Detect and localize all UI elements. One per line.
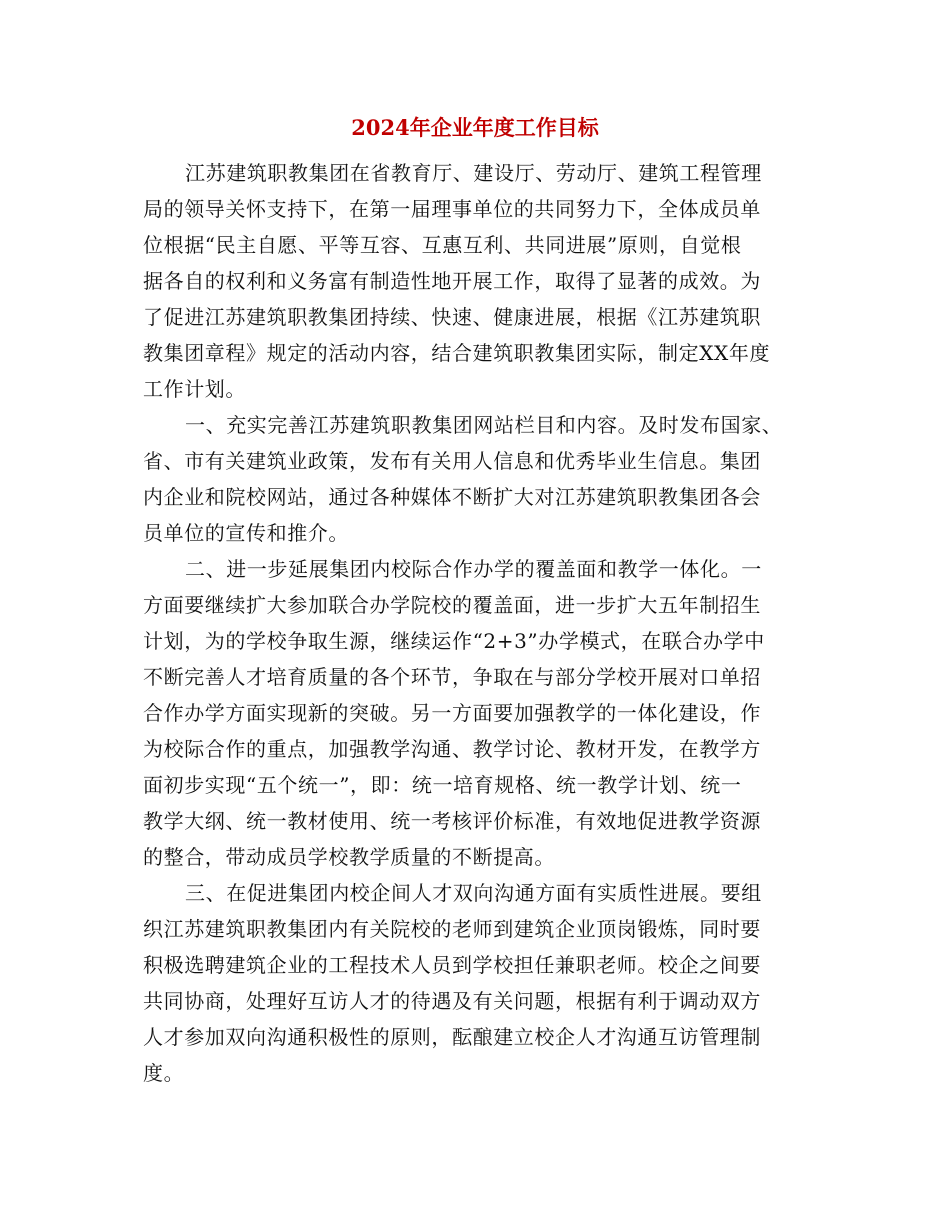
document-title: 2024年企业年度工作目标 bbox=[351, 115, 599, 140]
text-line: 为校际合作的重点，加强教学沟通、教学讨论、教材开发，在教学方 bbox=[143, 737, 761, 761]
text-line: 工作计划。 bbox=[143, 377, 246, 401]
paragraph-section-1 bbox=[143, 407, 803, 551]
text-line: 位根据“民主自愿、平等互容、互惠互利、共同进展”原则，自觉根 bbox=[143, 233, 742, 257]
text-line: 的整合，带动成员学校教学质量的不断提高。 bbox=[143, 845, 555, 869]
text-line: 共同协商，处理好互访人才的待遇及有关问题，根据有利于调动双方 bbox=[143, 989, 761, 1013]
text-line: 度。 bbox=[143, 1061, 185, 1085]
paragraph-section-3 bbox=[143, 875, 803, 1091]
text-line: 了促进江苏建筑职教集团持续、快速、健康进展，根据《江苏建筑职 bbox=[143, 305, 761, 329]
text-line: 二、进一步延展集团内校际合作办学的覆盖面和教学一体化。一 bbox=[185, 557, 762, 581]
text-line: 面初步实现“五个统一”，即：统一培育规格、统一教学计划、统一 bbox=[143, 773, 742, 797]
text-line: 省、市有关建筑业政策，发布有关用人信息和优秀毕业生信息。集团 bbox=[143, 449, 761, 473]
text-line: 方面要继续扩大参加联合办学院校的覆盖面，进一步扩大五年制招生 bbox=[143, 593, 761, 617]
text-line: 织江苏建筑职教集团内有关院校的老师到建筑企业顶岗锻炼，同时要 bbox=[143, 917, 761, 941]
text-line: 江苏建筑职教集团在省教育厅、建设厅、劳动厅、建筑工程管理 bbox=[185, 161, 762, 185]
text-line: 教学大纲、统一教材使用、统一考核评价标准，有效地促进教学资源 bbox=[143, 809, 761, 833]
text-line: 积极选聘建筑企业的工程技术人员到学校担任兼职老师。校企之间要 bbox=[143, 953, 761, 977]
document-body bbox=[143, 155, 803, 1091]
text-line: 内企业和院校网站，通过各种媒体不断扩大对江苏建筑职教集团各会 bbox=[143, 485, 761, 509]
text-line: 不断完善人才培育质量的各个环节，争取在与部分学校开展对口单招 bbox=[143, 665, 761, 689]
paragraph-intro bbox=[143, 155, 803, 407]
text-line: 计划，为的学校争取生源，继续运作“2+3”办学模式，在联合办学中 bbox=[143, 629, 765, 653]
text-line: 一、充实完善江苏建筑职教集团网站栏目和内容。及时发布国家、 bbox=[185, 413, 783, 437]
text-line: 局的领导关怀支持下，在第一届理事单位的共同努力下，全体成员单 bbox=[143, 197, 761, 221]
text-line: 人才参加双向沟通积极性的原则，酝酿建立校企人才沟通互访管理制 bbox=[143, 1025, 761, 1049]
text-line: 三、在促进集团内校企间人才双向沟通方面有实质性进展。要组 bbox=[185, 881, 762, 905]
paragraph-section-2 bbox=[143, 551, 803, 875]
text-line: 教集团章程》规定的活动内容，结合建筑职教集团实际，制定XX年度 bbox=[143, 341, 771, 365]
text-line: 员单位的宣传和推介。 bbox=[143, 521, 349, 545]
text-line: 合作办学方面实现新的突破。另一方面要加强教学的一体化建设，作 bbox=[143, 701, 761, 725]
text-line: 据各自的权利和义务富有制造性地开展工作，取得了显著的成效。为 bbox=[143, 269, 761, 293]
